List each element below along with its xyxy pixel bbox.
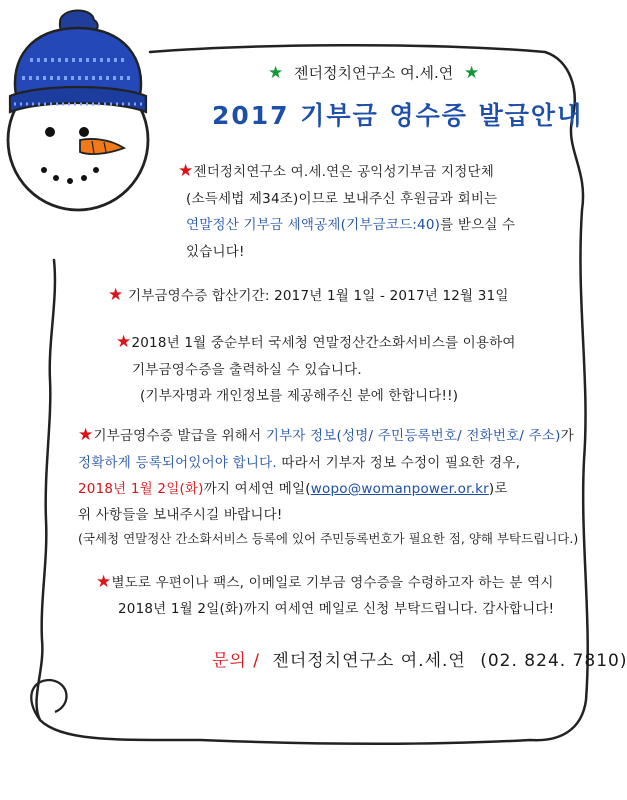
smile-dot — [93, 167, 99, 173]
snowman-eye-right — [79, 127, 89, 137]
contact-row — [212, 646, 627, 671]
star-icon: ★ — [78, 425, 94, 445]
p5-line2: 2018년 1월 2일(화)까지 여세연 메일로 신청 부탁드립니다. 감사합니다! — [118, 601, 555, 617]
star-icon: ★ — [268, 63, 284, 83]
p4-line3-mid: 까지 여세연 메일( — [203, 481, 311, 497]
organization-name: 젠더정치연구소 여.세.연 — [294, 64, 454, 82]
header-organization-row — [268, 62, 479, 83]
star-icon: ★ — [116, 332, 132, 352]
p3-line2: 기부금영수증을 출력하실 수 있습니다. — [132, 362, 362, 378]
snowman-illustration — [8, 10, 148, 210]
smile-dot — [53, 175, 59, 181]
snowman-eye-left — [45, 127, 55, 137]
p1-line3-rest: 를 받으실 수 — [440, 217, 516, 233]
p2-line1: 기부금영수증 합산기간: 2017년 1월 1일 - 2017년 12월 31일 — [127, 288, 509, 304]
contact-organization: 젠더정치연구소 여.세.연 — [272, 651, 466, 671]
smile-dot — [81, 175, 87, 181]
p4-line2-b: 따라서 기부자 정보 수정이 필요한 경우, — [276, 455, 521, 471]
page-title: 2017 기부금 영수증 발급안내 — [212, 101, 584, 130]
p4-line5: (국세청 연말정산 간소화서비스 등록에 있어 주민등록번호가 필요한 점, 양해 부탁드립니다.) — [78, 531, 579, 546]
tax-deduction-highlight: 연말정산 기부금 세액공제(기부금코드:40) — [186, 217, 441, 233]
p3-line3: (기부자명과 개인정보를 제공해주신 분에 한합니다!!) — [140, 388, 459, 404]
p3-line1: 2018년 1월 중순부터 국세청 연말정산간소화서비스를 이용하여 — [131, 335, 516, 351]
p4-line3-end: )로 — [488, 481, 508, 497]
contact-label: 문의 / — [212, 651, 260, 671]
contact-phone[interactable]: (02. 824. 7810) — [480, 651, 627, 671]
deadline-date: 2018년 1월 2일(화) — [78, 481, 204, 497]
p4-line1-a: 기부금영수증 발급을 위해서 — [93, 428, 266, 444]
p1-line1: 젠더정치연구소 여.세.연은 공익성기부금 지정단체 — [193, 164, 494, 180]
star-icon: ★ — [464, 63, 480, 83]
star-icon: ★ — [96, 572, 112, 592]
p1-line4: 있습니다! — [186, 244, 245, 260]
star-icon: ★ — [178, 161, 194, 181]
email-link[interactable]: wopo@womanpower.or.kr — [310, 481, 489, 497]
p4-line1-c: 가 — [560, 428, 574, 444]
smile-dot — [67, 178, 73, 184]
star-icon: ★ — [108, 285, 124, 305]
p1-line2: (소득세법 제34조)이므로 보내주신 후원금과 회비는 — [186, 191, 498, 207]
p5-line1: 별도로 우편이나 팩스, 이메일로 기부금 영수증을 수령하고자 하는 분 역시 — [111, 575, 554, 591]
p4-line4: 위 사항들을 보내주시길 바랍니다! — [78, 507, 283, 523]
registration-highlight: 정확하게 등록되어있어야 합니다. — [78, 455, 277, 471]
smile-dot — [41, 167, 47, 173]
donor-info-highlight: 기부자 정보(성명/ 주민등록번호/ 전화번호/ 주소) — [265, 428, 561, 444]
